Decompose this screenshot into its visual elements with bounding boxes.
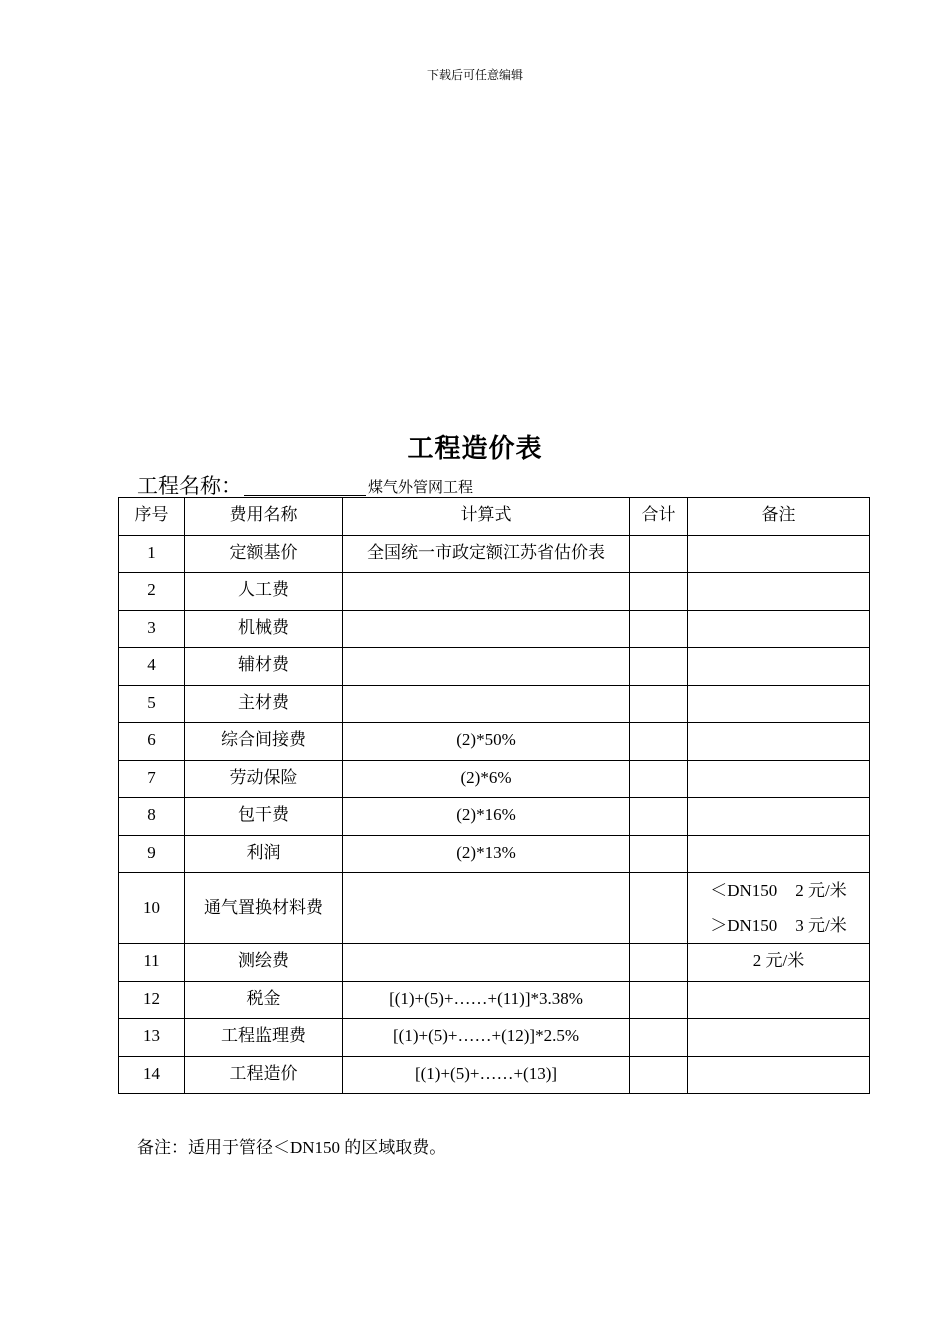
table-row (119, 535, 870, 573)
cell-fee-name: 综合间接费 (185, 723, 343, 761)
cell-remark (688, 723, 870, 761)
cell-total (630, 1056, 688, 1094)
header-total: 合计 (630, 498, 688, 536)
table-row (119, 981, 870, 1019)
cell-seq: 6 (119, 723, 185, 761)
header-note: 下载后可任意编辑 (426, 68, 523, 82)
project-name-label: 工程名称： (137, 474, 242, 498)
table-row (119, 648, 870, 686)
cell-formula (343, 573, 630, 611)
cost-table (118, 497, 870, 1094)
cell-total (630, 648, 688, 686)
cell-remark (688, 1056, 870, 1094)
table-row (119, 835, 870, 873)
cell-seq: 1 (119, 535, 185, 573)
remark-line (692, 873, 865, 908)
cell-seq: 8 (119, 798, 185, 836)
remark-rate: 2 元/米 (795, 881, 847, 900)
table-row (119, 685, 870, 723)
cell-formula: (2)*6% (343, 760, 630, 798)
cell-remark (688, 610, 870, 648)
table-row (119, 723, 870, 761)
cell-total (630, 981, 688, 1019)
cell-fee-name: 包干费 (185, 798, 343, 836)
cell-seq: 13 (119, 1019, 185, 1057)
cell-seq: 11 (119, 944, 185, 982)
cell-formula (343, 610, 630, 648)
cell-fee-name: 主材费 (185, 685, 343, 723)
cell-remark (688, 835, 870, 873)
table-row (119, 1019, 870, 1057)
cell-total (630, 573, 688, 611)
cell-seq: 7 (119, 760, 185, 798)
cell-fee-name: 工程造价 (185, 1056, 343, 1094)
cell-formula: [(1)+(5)+……+(11)]*3.38% (343, 981, 630, 1019)
cell-total (630, 760, 688, 798)
remark-line (692, 908, 865, 943)
cell-fee-name: 劳动保险 (185, 760, 343, 798)
cell-formula: (2)*13% (343, 835, 630, 873)
footnote: 备注：适用于管径＜DN150 的区域取费。 (137, 1138, 447, 1157)
cell-fee-name: 通气置换材料费 (185, 873, 343, 944)
cell-remark (688, 1019, 870, 1057)
cell-formula (343, 944, 630, 982)
cell-total (630, 535, 688, 573)
cell-fee-name: 测绘费 (185, 944, 343, 982)
cell-formula: (2)*50% (343, 723, 630, 761)
cell-seq: 2 (119, 573, 185, 611)
cell-total (630, 835, 688, 873)
table-header-row (119, 498, 870, 536)
cell-formula: (2)*16% (343, 798, 630, 836)
cell-total (630, 685, 688, 723)
cell-formula: [(1)+(5)+……+(12)]*2.5% (343, 1019, 630, 1057)
cell-formula: [(1)+(5)+……+(13)] (343, 1056, 630, 1094)
cell-fee-name: 利润 (185, 835, 343, 873)
cell-fee-name: 辅材费 (185, 648, 343, 686)
cell-remark-multiline (688, 873, 870, 944)
cell-seq: 5 (119, 685, 185, 723)
cell-formula (343, 648, 630, 686)
cell-seq: 14 (119, 1056, 185, 1094)
cell-fee-name: 定额基价 (185, 535, 343, 573)
cell-remark (688, 798, 870, 836)
cell-total (630, 723, 688, 761)
cell-fee-name: 机械费 (185, 610, 343, 648)
cell-remark (688, 535, 870, 573)
table-row (119, 760, 870, 798)
table-row (119, 573, 870, 611)
project-name-blank-underline (244, 473, 366, 496)
cell-remark (688, 573, 870, 611)
cell-remark (688, 760, 870, 798)
cell-seq: 9 (119, 835, 185, 873)
cell-total (630, 873, 688, 944)
document-title: 工程造价表 (407, 434, 543, 464)
cell-remark (688, 981, 870, 1019)
cell-fee-name: 税金 (185, 981, 343, 1019)
table-row (119, 610, 870, 648)
header-remark: 备注 (688, 498, 870, 536)
cell-formula: 全国统一市政定额江苏省估价表 (343, 535, 630, 573)
header-seq: 序号 (119, 498, 185, 536)
project-name-line (137, 472, 473, 498)
cell-fee-name: 人工费 (185, 573, 343, 611)
remark-diameter-less: ＜DN150 (710, 881, 778, 900)
cell-seq: 3 (119, 610, 185, 648)
cell-remark (688, 685, 870, 723)
cell-total (630, 1019, 688, 1057)
table-row (119, 944, 870, 982)
header-formula: 计算式 (343, 498, 630, 536)
cell-fee-name: 工程监理费 (185, 1019, 343, 1057)
remark-diameter-greater: ＞DN150 (710, 916, 778, 935)
cell-total (630, 944, 688, 982)
cell-seq: 12 (119, 981, 185, 1019)
remark-rate: 3 元/米 (795, 916, 847, 935)
project-name-value: 煤气外管网工程 (368, 480, 474, 496)
cell-formula (343, 873, 630, 944)
cell-total (630, 610, 688, 648)
cell-remark: 2 元/米 (688, 944, 870, 982)
cell-formula (343, 685, 630, 723)
cell-seq: 10 (119, 873, 185, 944)
cell-seq: 4 (119, 648, 185, 686)
table-row (119, 798, 870, 836)
cell-total (630, 798, 688, 836)
table-row (119, 873, 870, 944)
table-row (119, 1056, 870, 1094)
header-fee-name: 费用名称 (185, 498, 343, 536)
cell-remark (688, 648, 870, 686)
